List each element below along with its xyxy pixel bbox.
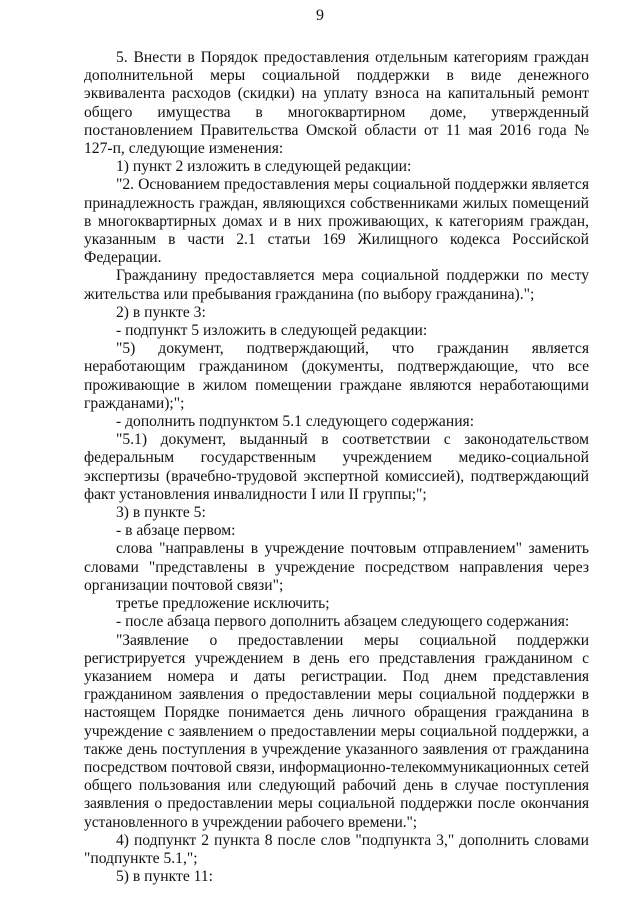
paragraph-subitem-5: 5) в пункте 11:	[116, 868, 213, 886]
document-body	[84, 49, 589, 886]
paragraph-quoted-subpoint-5-1: "5.1) документ, выданный в соответствии с законодательством федеральным государственным учреждением медико-социальной экспертизы (врачебно-трудовой экспертной комиссией), подтверждающий факт установления инвалидности I или II группы;";	[84, 431, 589, 503]
paragraph-dash-first-abzac: - в абзаце первом:	[116, 522, 236, 540]
paragraph-dash-subpoint-5: - подпункт 5 изложить в следующей редакции:	[116, 322, 428, 340]
paragraph-quoted-subpoint-5: "5) документ, подтверждающий, что гражданин является неработающим гражданином (документы, подтверждающие, что все проживающие в жилом помещении граждане являются неработающими гражданами);";	[84, 340, 589, 412]
paragraph-subitem-2: 2) в пункте 3:	[116, 303, 206, 321]
paragraph-subitem-1: 1) пункт 2 изложить в следующей редакции:	[116, 158, 412, 176]
paragraph-quoted-continuation: Гражданину предоставляется мера социальной поддержки по месту жительства или пребывания гражданина (по выбору гражданина).";	[84, 267, 589, 303]
paragraph-quoted-point-2: "2. Основанием предоставления меры социальной поддержки является принадлежность граждан, являющихся собственниками жилых помещений в многоквартирных домах и в них проживающих, к категориям граждан, указанным в части 2.1 статьи 169 Жилищного кодекса Российской Федерации.	[84, 176, 589, 267]
paragraph-replace-words: слова "направлены в учреждение почтовым отправлением" заменить словами "представлены в учреждение посредством направления через организации почтовой связи";	[84, 540, 589, 594]
paragraph-third-sentence: третье предложение исключить;	[116, 595, 330, 613]
paragraph-dash-subpoint-5-1: - дополнить подпунктом 5.1 следующего содержания:	[116, 413, 475, 431]
paragraph-dash-after-first: - после абзаца первого дополнить абзацем следующего содержания:	[116, 613, 570, 631]
paragraph-quoted-application: "Заявление о предоставлении меры социальной поддержки регистрируется учреждением в день его представления гражданином с указанием номера и даты регистрации. Под днем представления гражданином заявления о предоставлении меры социальной поддержки в настоящем Порядке понимается день личного обращения гражданина в учреждение с заявлением о предоставлении меры социальной поддержки, а также день поступления в учреждение указанного заявления от гражданина посредством почтовой связи, информационно-телекоммуникационных сетей общего пользования или следующий рабочий день в случае поступления заявления о предоставлении меры социальной поддержки после окончания установленного в учреждении рабочего времени.";	[84, 631, 589, 831]
paragraph-item-5: 5. Внести в Порядок предоставления отдельным категориям граждан дополнительной меры социальной поддержки в виде денежного эквивалента расходов (скидки) на уплату взноса на капитальный ремонт общего имущества в многоквартирном доме, утвержденный постановлением Правительства Омской области от 11 мая 2016 года № 127-п, следующие изменения:	[84, 49, 589, 158]
paragraph-subitem-3: 3) в пункте 5:	[116, 504, 206, 522]
paragraph-subitem-4: 4) подпункт 2 пункта 8 после слов "подпункта 3," дополнить словами "подпункте 5.1,";	[84, 831, 589, 867]
page-number: 9	[316, 7, 324, 24]
